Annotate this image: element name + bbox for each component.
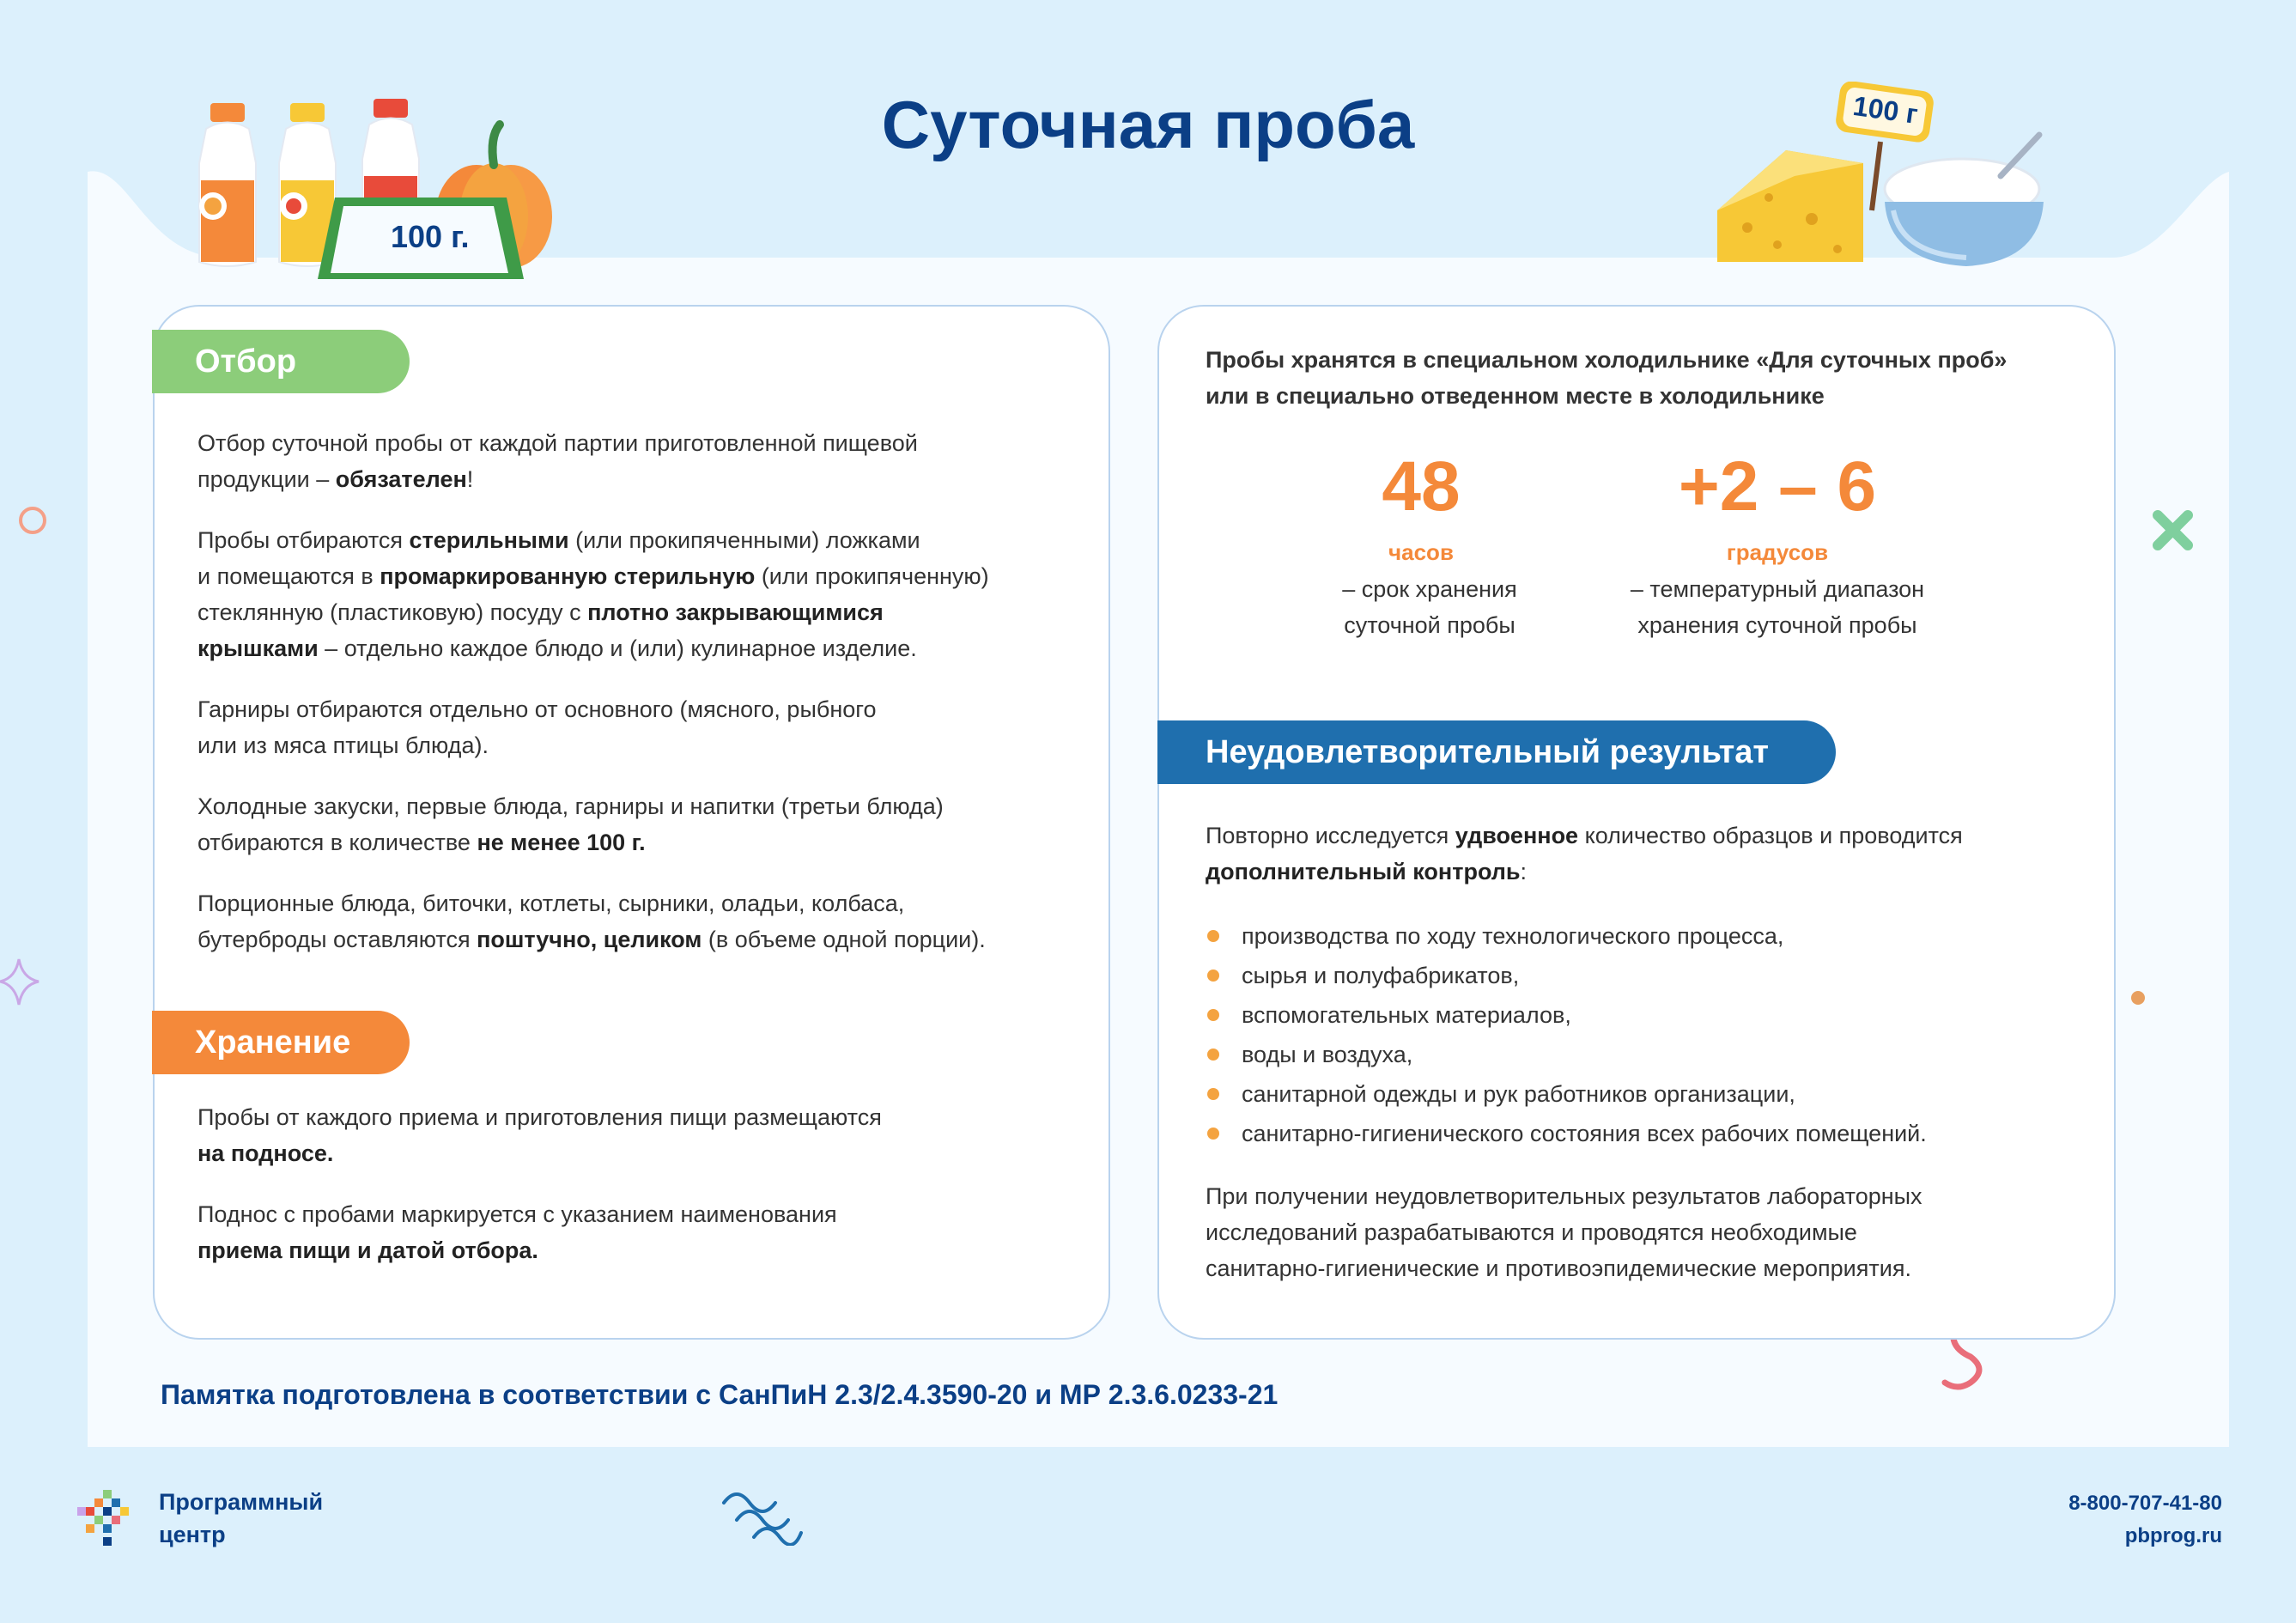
page-title: Суточная проба (881, 87, 1415, 162)
bad-result-heading: Неудовлетворительный результат (1157, 720, 1836, 784)
wave-lines-deco (720, 1486, 805, 1546)
list-item: санитарной одежды и рук работников организации, (1206, 1074, 1927, 1114)
brand-logo-icon (77, 1490, 146, 1559)
list-item: санитарно-гигиенического состояния всех рабочих помещений. (1206, 1114, 1927, 1153)
selection-para-4: Холодные закуски, первые блюда, гарниры и напитки (третьи блюда) отбираются в количестве не менее 100 г. (197, 793, 944, 855)
portion-label: 100 г. (391, 219, 470, 254)
circle-outline-deco (17, 505, 52, 539)
regulation-footnote: Памятка подготовлена в соответствии с СанПиН 2.3/2.4.3590-20 и МР 2.3.6.0233-21 (161, 1379, 1279, 1410)
selection-para-1: Отбор суточной пробы от каждой партии приготовленной пищевой продукции – обязателен! (197, 430, 918, 492)
list-item: вспомогательных материалов, (1206, 995, 1927, 1035)
contacts (2068, 1487, 2222, 1553)
brand-name: Программный центр (159, 1489, 324, 1547)
control-list (1206, 916, 1927, 1153)
temperature-range-unit: градусов (1726, 539, 1829, 565)
temperature-range-caption: – температурный диапазон хранения суточной пробы (1630, 576, 1925, 638)
selection-para-2: Пробы отбираются стерильными (или прокипяченными) ложками и помещаются в промаркированную стерильную (или прокипяченную) стеклянную (пластиковую) посуду с плотно закрывающимися крышками – отдельно каждое блюдо и (или) кулинарное изделие. (197, 527, 989, 661)
storage-heading: Хранение (152, 1011, 410, 1074)
bad-result-intro: Повторно исследуется удвоенное количество образцов и проводится дополнительный контроль: (1206, 823, 1963, 884)
temperature-range-value: +2 – 6 (1678, 447, 1877, 526)
fridge-intro: Пробы хранятся в специальном холодильнике «Для суточных проб» или в специально отведенном месте в холодильнике (1206, 347, 2007, 409)
storage-text (197, 1099, 1082, 1293)
website-link[interactable]: pbprog.ru (2124, 1524, 2222, 1547)
list-item: воды и воздуха, (1206, 1035, 1927, 1074)
selection-para-5: Порционные блюда, биточки, котлеты, сырники, оладьи, колбаса, бутерброды оставляются поштучно, целиком (в объеме одной порции). (197, 891, 986, 952)
bad-result-conclusion: При получении неудовлетворительных результатов лабораторных исследований разрабатываются и проводятся необходимые санитарно-гигиенические и противоэпидемические мероприятия. (1206, 1183, 1922, 1281)
selection-heading: Отбор (152, 330, 410, 393)
storage-hours-caption: – срок хранения суточной пробы (1342, 576, 1517, 638)
storage-hours-value: 48 (1382, 447, 1461, 526)
dot-deco (2129, 989, 2150, 1010)
storage-hours-unit: часов (1388, 539, 1454, 565)
sparkle-deco (0, 957, 43, 1009)
list-item: производства по ходу технологического процесса, (1206, 916, 1927, 956)
price-sign: 100 г (1850, 89, 1920, 131)
selection-text (197, 425, 1082, 982)
cross-deco (2149, 507, 2201, 558)
list-item: сырья и полуфабрикатов, (1206, 956, 1927, 995)
storage-para-1: Пробы от каждого приема и приготовления пищи размещаются на подносе. (197, 1104, 882, 1166)
storage-para-2: Поднос с пробами маркируется с указанием наименования приема пищи и датой отбора. (197, 1201, 837, 1263)
selection-para-3: Гарниры отбираются отдельно от основного (мясного, рыбного или из мяса птицы блюда). (197, 696, 877, 758)
phone-number[interactable]: 8-800-707-41-80 (2068, 1492, 2222, 1515)
